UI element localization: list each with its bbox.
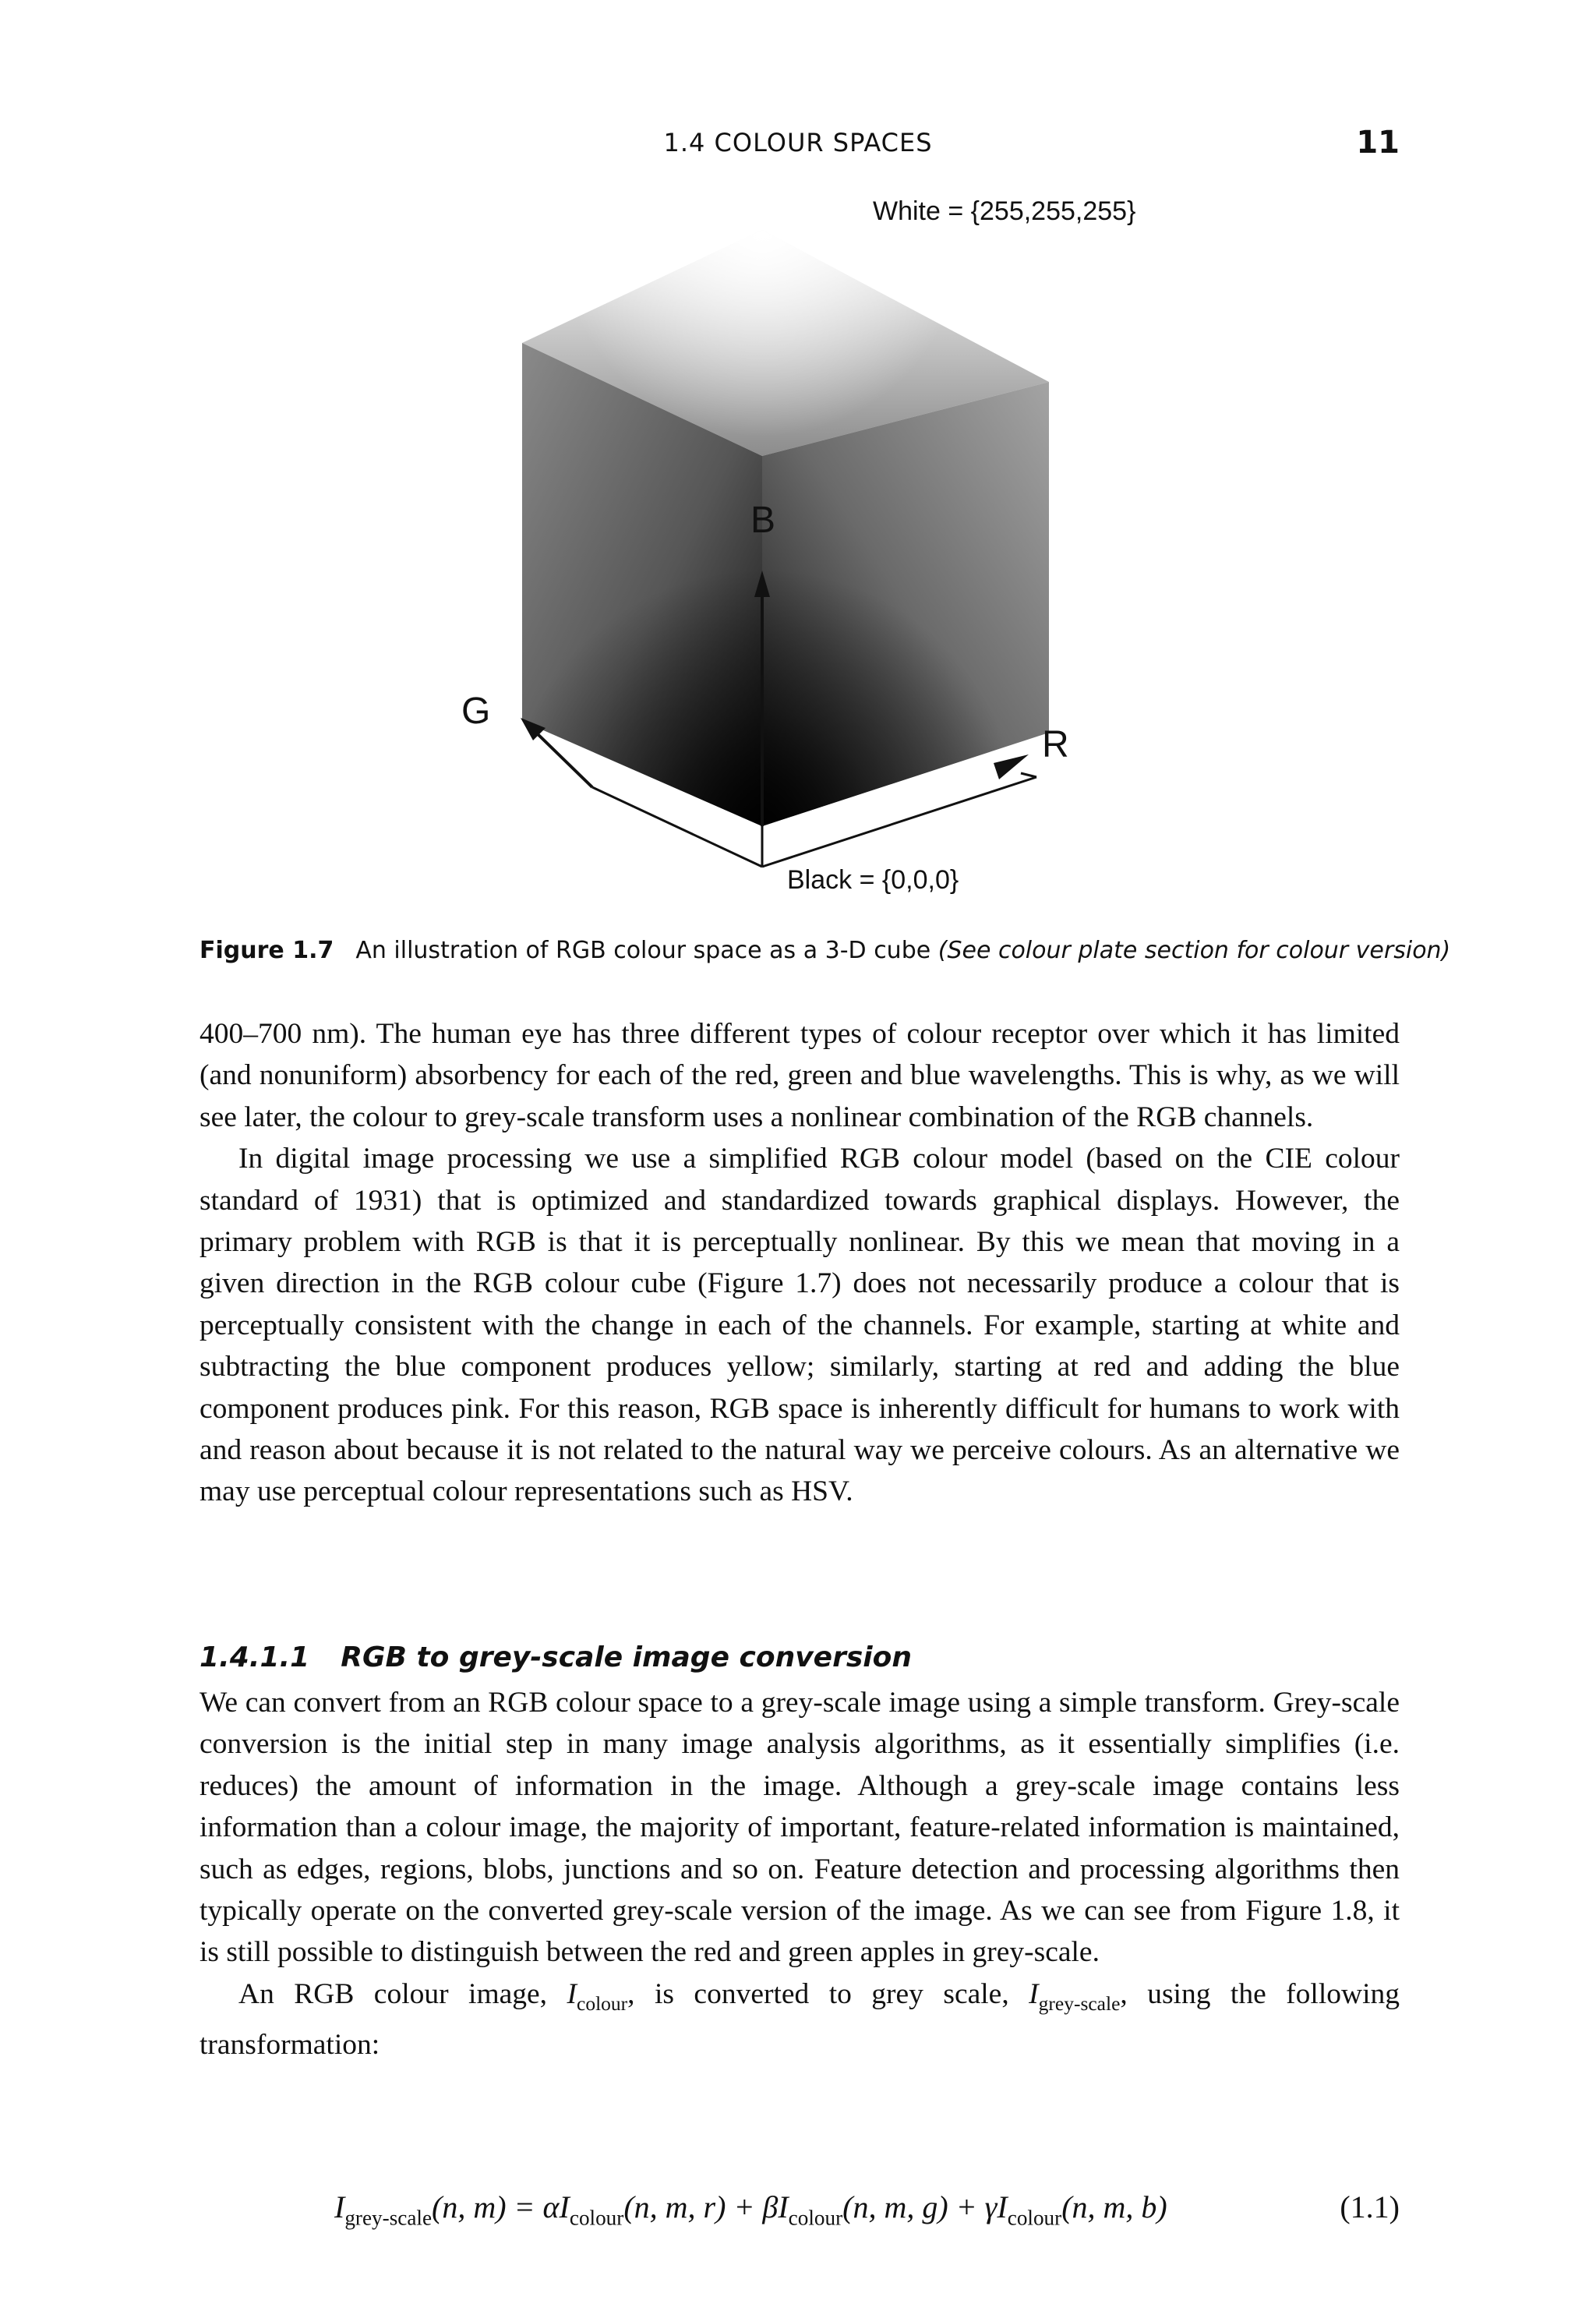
r-axis-label: R: [1042, 724, 1069, 765]
subsection-title: RGB to grey-scale image conversion: [341, 1641, 912, 1673]
paragraph-with-variables: An RGB colour image, $I_{colour}$, is converted to grey scale, $I_{grey-scale}$, using the following transformation:: [200, 1977, 1400, 2062]
body-text-block-1: [200, 1013, 1400, 1513]
figure-caption-note: (See colour plate section for colour version): [937, 937, 1451, 964]
g-axis-label: G: [461, 691, 491, 732]
subsection-number: 1.4.1.1: [200, 1641, 310, 1673]
figure-caption-label: Figure 1.7: [200, 937, 334, 964]
equation-body: $I_{grey-scale}(n$, $m) = \alpha I_{colour}(n$, m, $r) + \beta I_{colour}(n$, m, $g) + \gamma I_{colour}(n$, m, b): [334, 2189, 1167, 2230]
section-label: 1.4 COLOUR SPACES: [663, 128, 933, 157]
paragraph: In digital image processing we use a simplified RGB colour model (based on the CIE colour standard of 1931) that is optimized and standardized towards graphical displays. However, the primary problem with RGB is that it is perceptually nonlinear. By this we mean that moving in a given direction in the RGB colour cube (Figure 1.7) does not necessarily produce a colour that is perceptually consistent with the change in each of the channels. For example, starting at white and subtracting the blue component produces yellow; similarly, starting at red and adding the blue component produces pink. For this reason, RGB space is inherently difficult for humans to work with and reason about because it is not related to the natural way we perceive colours. As an alternative we may use perceptual colour representations such as HSV.: [200, 1143, 1400, 1508]
subsection-heading: [200, 1641, 1400, 1673]
figure-caption: [200, 937, 1451, 964]
paragraph: We can convert from an RGB colour space to a grey-scale image using a simple transform. Grey-scale conversion is the initial step in many image analysis algorithms, as it essentially simplifies (i.e. reduces) the amount of information in the image. Although a grey-scale image contains less information than a colour image, the majority of important, feature-related information is maintained, such as edges, regions, blobs, junctions and so on. Feature detection and processing algorithms then typically operate on the converted grey-scale version of the image. As we can see from Figure 1.8, it is still possible to distinguish between the red and green apples in grey-scale.: [200, 1687, 1400, 1969]
equation-number: (1.1): [1340, 2189, 1400, 2224]
rgb-cube-illustration: [421, 187, 1200, 912]
running-head: [0, 125, 1596, 164]
body-text-block-2: [200, 1682, 1400, 2066]
white-corner-label: White = {255,255,255}: [873, 196, 1136, 226]
r-axis-arrow: [1021, 773, 1036, 777]
paragraph: 400–700 nm). The human eye has three different types of colour receptor over which it has limited (and nonuniform) absorbency for each of the red, green and blue wavelengths. This is why, as we will see later, the colour to grey-scale transform uses a nonlinear combination of the RGB channels.: [200, 1018, 1400, 1133]
b-axis-label: B: [750, 500, 776, 541]
equation-1-1: [200, 2189, 1400, 2235]
page-number: 11: [1356, 125, 1400, 161]
rgb-cube-figure: [421, 187, 1200, 912]
figure-caption-text: An illustration of RGB colour space as a 3-D cube: [355, 937, 938, 964]
black-corner-label: Black = {0,0,0}: [787, 865, 959, 895]
